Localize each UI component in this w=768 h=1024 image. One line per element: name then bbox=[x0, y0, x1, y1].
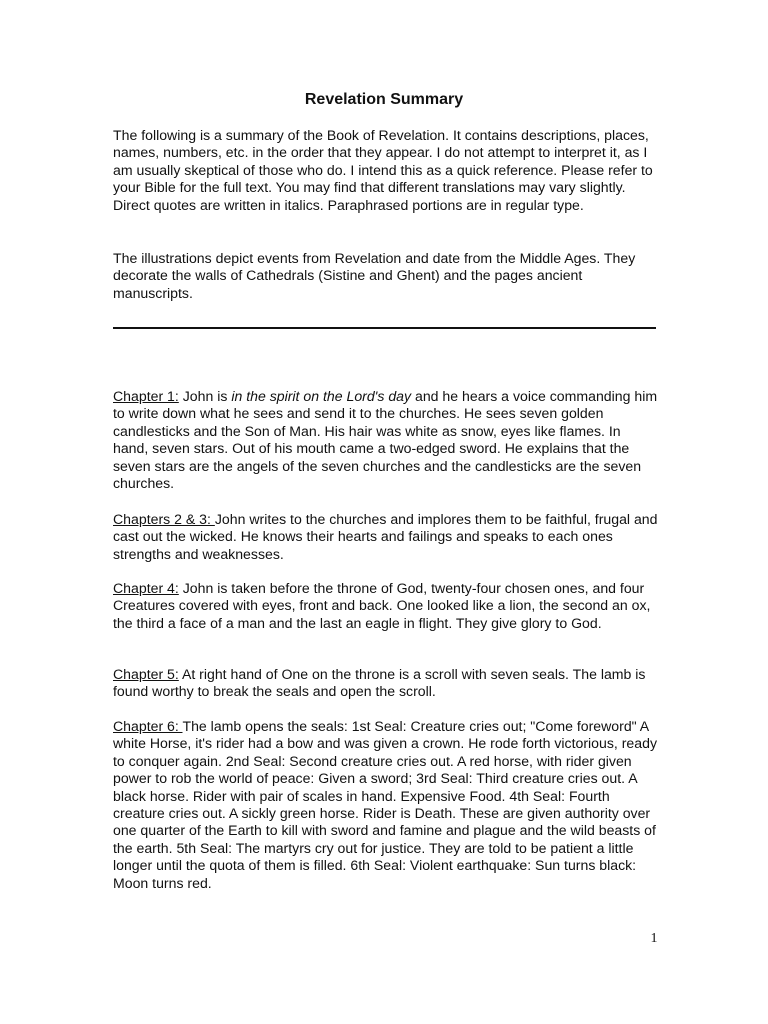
intro-paragraph-summary: The following is a summary of the Book of Revelation. It contains descriptions, places, names, numbers, etc. in the order that they appear. I do not attempt to interpret it, as I am usually skeptical of those who do. I intend this as a quick reference. Please refer to your Bible for the full text. You may find that different translations may vary slightly. Direct quotes are written in italics. Paraphrased portions are in regular type. bbox=[113, 127, 653, 213]
chapter-6-paragraph bbox=[113, 718, 658, 892]
chapters-2-3-paragraph bbox=[113, 511, 658, 563]
chapters-2-3-label: Chapters 2 & 3: bbox=[113, 511, 215, 527]
chapter-4-text: John is taken before the throne of God, twenty-four chosen ones, and four Creatures covered with eyes, front and back. One looked like a lion, the second an ox, the third a face of a man and the last an eagle in flight. They give glory to God. bbox=[113, 580, 651, 631]
chapter-1-lead-text: John is bbox=[178, 388, 232, 404]
chapter-1-text: and he hears a voice commanding him to write down what he sees and send it to the churches. He sees seven golden candlesticks and the Son of Man. His hair was white as snow, eyes like flames. In hand, seven stars. Out of his mouth came a two-edged sword. He explains that the seven stars are the angels of the seven churches and the candlesticks are the seven churches. bbox=[113, 388, 658, 492]
chapter-4-label: Chapter 4: bbox=[113, 580, 179, 596]
chapter-5-text: At right hand of One on the throne is a scroll with seven seals. The lamb is found worthy to break the seals and open the scroll. bbox=[113, 666, 646, 700]
intro-paragraph-illustrations: The illustrations depict events from Revelation and date from the Middle Ages. They decorate the walls of Cathedrals (Sistine and Ghent) and the pages ancient manuscripts. bbox=[113, 250, 636, 301]
chapter-4-paragraph bbox=[113, 580, 658, 632]
chapter-6-text: The lamb opens the seals: 1st Seal: Creature cries out; "Come foreword" A white Horse, it's rider had a bow and was given a crown. He rode forth victorious, ready to conquer again. 2nd Seal: Second creature cries out. A red horse, with rider given power to rob the world of peace: Given a sword; 3rd Seal: Third creature cries out. A black horse. Rider with pair of scales in hand. Expensive Food. 4th Seal: Fourth creature cries out. A sickly green horse. Rider is Death. These are given authority over one quarter of the Earth to kill with sword and famine and plague and the wild beasts of the earth. 5th Seal: The martyrs cry out for justice. They are told to be patient a little longer until the quota of them is filled. 6th Seal: Violent earthquake: Sun turns black: Moon turns red. bbox=[113, 718, 657, 891]
section-divider bbox=[113, 327, 656, 329]
chapters-2-3-text: John writes to the churches and implores them to be faithful, frugal and cast out the wicked. He knows their hearts and failings and speaks to each ones strengths and weaknesses. bbox=[113, 511, 658, 562]
chapter-5-paragraph bbox=[113, 666, 658, 701]
document-title: Revelation Summary bbox=[304, 91, 464, 108]
chapter-6-label: Chapter 6: bbox=[113, 718, 183, 734]
page-number: 1 bbox=[650, 931, 658, 946]
chapter-1-paragraph bbox=[113, 388, 658, 492]
chapter-1-quote: in the spirit on the Lord's day bbox=[231, 388, 412, 404]
chapter-1-label: Chapter 1: bbox=[113, 388, 179, 404]
chapter-5-label: Chapter 5: bbox=[113, 666, 179, 682]
